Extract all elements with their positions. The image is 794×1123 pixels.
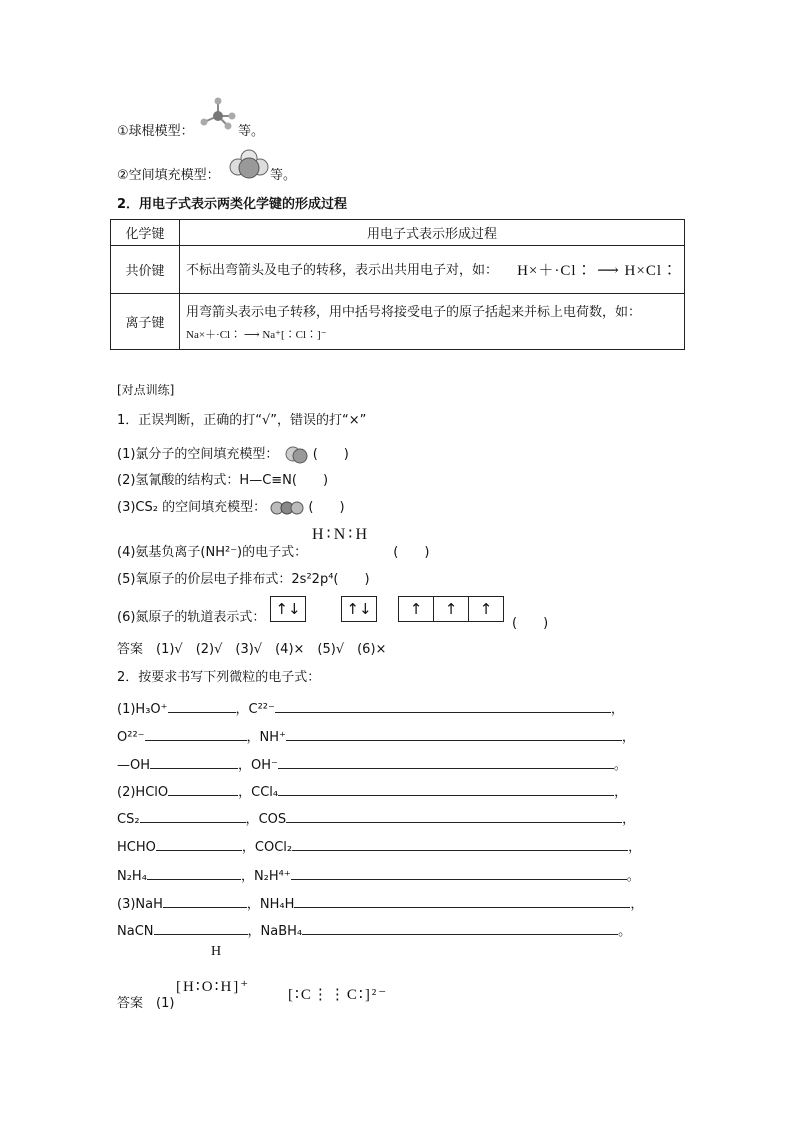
chlorine-model-icon: [283, 445, 309, 465]
ionic-row: [180, 294, 685, 350]
row-end: 。: [613, 758, 627, 773]
row-end: ，: [628, 840, 642, 855]
fill-row: HCHO ，COCl₂ ，: [117, 840, 642, 855]
species-b: COS: [258, 812, 287, 827]
ionic-text: 用弯箭头表示电子转移，用中括号将接受电子的原子括起来并标上电荷数，如：: [186, 305, 642, 320]
row-end: ，: [610, 702, 624, 717]
q1-item-2: [117, 469, 328, 488]
species-a: (1)H₃O⁺: [117, 702, 168, 717]
orbital-2p-z: ↑: [468, 596, 504, 622]
table-header-bond: 化学键: [111, 220, 180, 246]
q1-item-6: [117, 606, 265, 625]
ionic-label: 离子键: [111, 294, 180, 350]
q1-item-3: [117, 496, 345, 516]
q1-item-6-blank: ( ): [512, 616, 549, 631]
species-a: (3)NaH: [117, 897, 163, 912]
space-fill-model-icon: [228, 148, 270, 180]
q1-item-1: [117, 443, 349, 465]
species-b: CCl₄: [251, 785, 279, 800]
item-blank: ( ): [393, 545, 430, 560]
orbital-2p-x: ↑: [398, 596, 434, 622]
covalent-label: 共价键: [111, 246, 180, 294]
answer-1: 答案 (1)√ (2)√ (3)√ (4)× (5)√ (6)×: [117, 642, 387, 657]
species-b: NH⁺: [259, 730, 286, 745]
species-a: NaCN: [117, 924, 154, 939]
fill-row: (1)H₃O⁺ ，C²²⁻ ，: [117, 702, 624, 717]
species-b: NaBH₄: [260, 924, 303, 939]
practice-title: [对点训练]: [117, 383, 175, 397]
item-text: (2)氢氰酸的结构式：H—C≡N: [117, 473, 292, 488]
ball-stick-label: ①球棍模型：: [117, 124, 194, 139]
q1-heading: 1．正误判断，正确的打“√”，错误的打“×”: [117, 413, 367, 428]
item-blank: ( ): [312, 447, 349, 462]
item-text: (3)CS₂ 的空间填充模型：: [117, 500, 267, 515]
orbital-1s: ↑↓: [270, 596, 306, 622]
fill-row: —OH ，OH⁻ 。: [117, 758, 627, 773]
fill-row: CS₂ ，COS ，: [117, 812, 636, 827]
species-a: (2)HClO: [117, 785, 169, 800]
fill-row: (2)HClO ，CCl₄ ，: [117, 785, 628, 800]
row-end: ，: [630, 897, 644, 912]
covalent-row: [180, 246, 685, 294]
fill-row: NaCN ，NaBH₄ 。: [117, 924, 632, 939]
answer-2-label: 答案 (1): [117, 996, 175, 1011]
species-a: N₂H₄: [117, 869, 147, 884]
row-end: 。: [618, 924, 632, 939]
species-a: HCHO: [117, 840, 156, 855]
species-b: NH₄H: [259, 897, 295, 912]
cs2-model-icon: [270, 500, 304, 516]
orbital-diagram: [270, 596, 503, 622]
bond-formation-table: [110, 219, 685, 350]
fill-row: N₂H₄ ，N₂H⁴⁺ 。: [117, 869, 640, 884]
row-end: ，: [621, 730, 635, 745]
ball-stick-suffix: 等。: [238, 124, 265, 139]
species-b: C²²⁻: [248, 702, 275, 717]
covalent-formula: H×＋·Cl∶ ⟶ H×Cl∶: [517, 263, 678, 279]
species-b: COCl₂: [254, 840, 293, 855]
item-blank: ( ): [333, 572, 370, 587]
ball-stick-model-icon: [198, 96, 238, 132]
q1-item-4: [117, 541, 429, 560]
answer2-carbide-formula: [∶C⋮⋮C∶]²⁻: [288, 987, 389, 1003]
q1-item-5: [117, 568, 370, 587]
species-a: O²²⁻: [117, 730, 145, 745]
row-end: ，: [622, 812, 636, 827]
item-text: (5)氧原子的价层电子排布式：2s²2p⁴: [117, 572, 334, 587]
ionic-formula: Na×＋·Cl∶ ⟶ Na⁺[∶Cl∶]⁻: [186, 329, 327, 341]
q2-heading: 2．按要求书写下列微粒的电子式：: [117, 670, 321, 685]
answer2-h-top: H: [211, 944, 222, 959]
row-end: 。: [626, 869, 640, 884]
species-b: OH⁻: [251, 758, 278, 773]
species-a: —OH: [117, 758, 151, 773]
item-blank: ( ): [308, 500, 345, 515]
species-a: CS₂: [117, 812, 140, 827]
fill-row: (3)NaH ，NH₄H ，: [117, 897, 644, 912]
amide-electron-formula: H∶N∶H: [312, 526, 370, 543]
covalent-text: 不标出弯箭头及电子的转移，表示出共用电子对，如：: [186, 263, 499, 278]
row-end: ，: [614, 785, 628, 800]
space-fill-suffix: 等。: [270, 168, 297, 183]
item-text: (4)氨基负离子(NH²⁻)的电子式：: [117, 545, 308, 560]
table-header-process: 用电子式表示形成过程: [180, 220, 685, 246]
item-text: (1)氯分子的空间填充模型：: [117, 447, 279, 462]
species-b: N₂H⁴⁺: [253, 869, 291, 884]
section2-heading: 2．用电子式表示两类化学键的形成过程: [117, 197, 348, 212]
orbital-2p-y: ↑: [433, 596, 469, 622]
item-text: (6)氮原子的轨道表示式：: [117, 610, 266, 625]
orbital-2s: ↑↓: [341, 596, 377, 622]
item-blank: ( ): [291, 473, 329, 488]
fill-row: O²²⁻ ，NH⁺ ，: [117, 730, 635, 745]
answer2-hydronium-formula: [H∶O∶H]⁺: [176, 979, 251, 995]
space-fill-label: ②空间填充模型：: [117, 168, 220, 183]
